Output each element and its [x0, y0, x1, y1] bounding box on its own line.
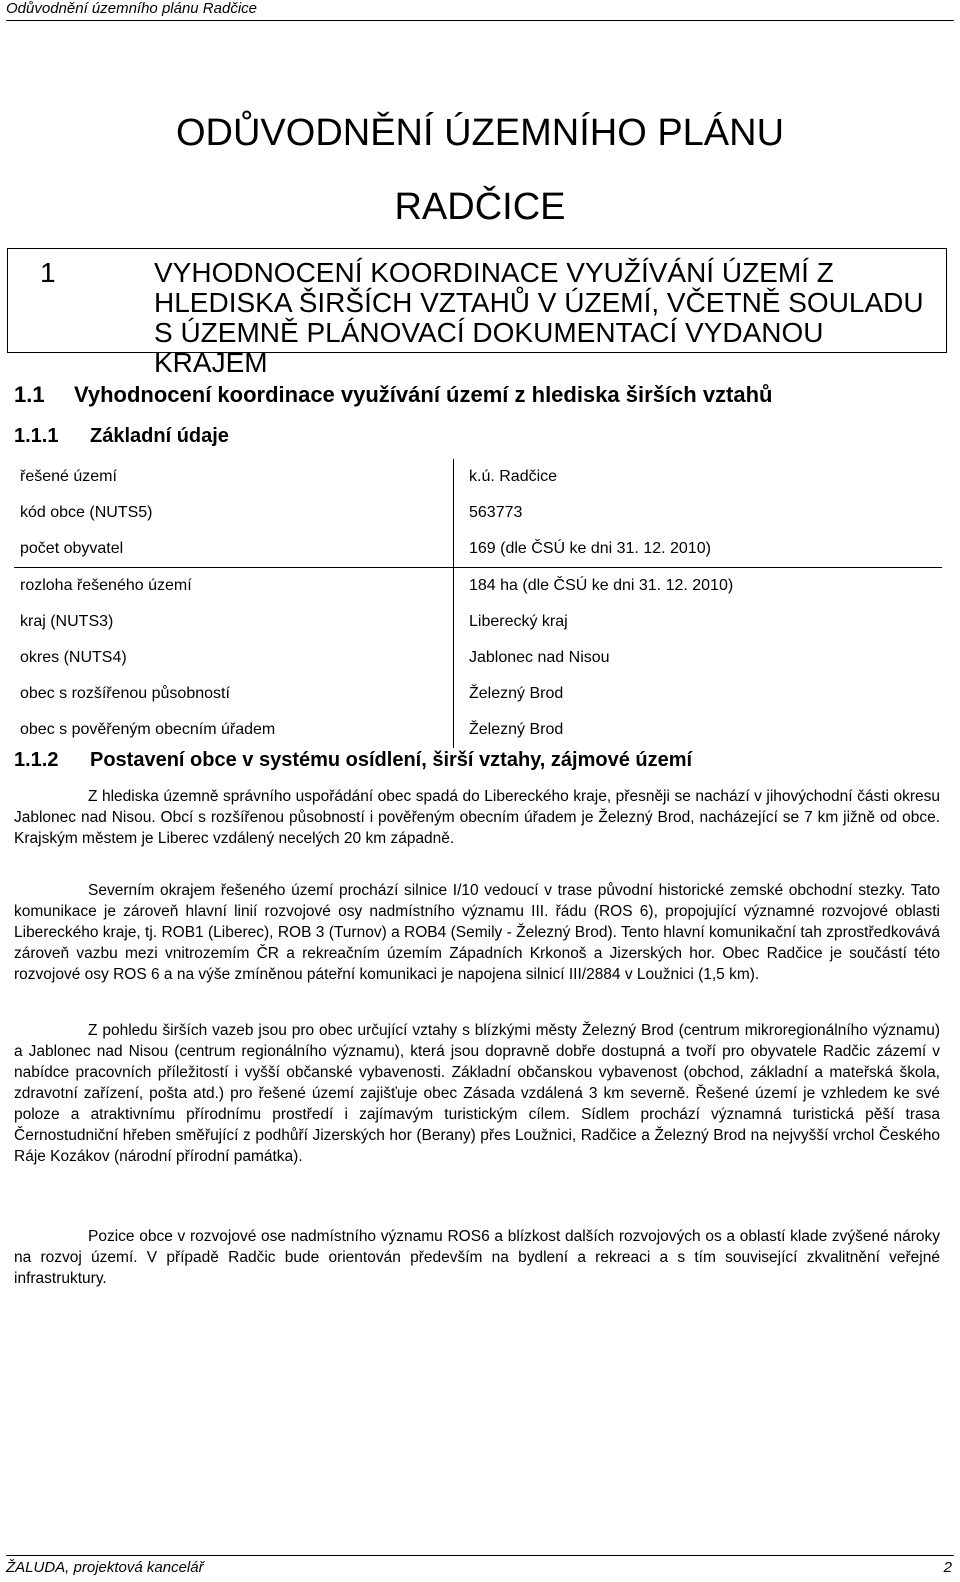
section-title: Vyhodnocení koordinace využívání území z hlediska širších vztahů [74, 382, 773, 407]
table-cell-label: počet obyvatel [14, 531, 454, 568]
document-title [0, 96, 960, 244]
section-number: 1.1.2 [14, 749, 59, 771]
page-number: 2 [943, 1559, 952, 1576]
table-row [14, 531, 942, 568]
table-row [14, 676, 942, 712]
table-cell-value: 169 (dle ČSÚ ke dni 31. 12. 2010) [454, 531, 943, 568]
document-title-line1: ODŮVODNĚNÍ ÚZEMNÍHO PLÁNU [175, 112, 785, 154]
table-cell-label: obec s rozšířenou působností [14, 676, 454, 712]
table-cell-value: Jablonec nad Nisou [469, 649, 610, 666]
table-cell-label: obec s pověřeným obecním úřadem [14, 712, 454, 748]
table-cell-value: Liberecký kraj [469, 613, 568, 630]
table-row [14, 712, 942, 748]
table-cell-value: 563773 [469, 504, 523, 521]
chapter-number: 1 [40, 257, 56, 288]
section-heading-1-1 [14, 382, 773, 408]
table-cell-label: kraj (NUTS3) [14, 604, 454, 640]
table-cell-value: 184 ha (dle ČSÚ ke dni 31. 12. 2010) [469, 577, 734, 594]
footer-company: ŽALUDA, projektová kancelář [6, 1559, 204, 1576]
table-cell-label: okres (NUTS4) [14, 640, 454, 676]
footer-divider [6, 1555, 954, 1556]
table-cell-label: řešené území [14, 459, 454, 495]
table-cell-label: kód obce (NUTS5) [14, 495, 454, 531]
section-title: Základní údaje [90, 425, 229, 447]
section-heading-1-1-2 [14, 748, 692, 772]
table-cell-value: k.ú. Radčice [469, 468, 558, 485]
table-row [14, 459, 942, 495]
table-row [14, 495, 942, 531]
table-row [14, 604, 942, 640]
table-cell-label: rozloha řešeného území [14, 568, 454, 605]
paragraph: Z pohledu širších vazeb jsou pro obec určující vztahy s blízkými městy Železný Brod (centrum mikroregionálního významu) a Jablonec nad Nisou (centrum regionálního významu), která jsou dopravně dobře dostupná a tvoří pro obyvatele Radčic zázemí v nabídce pracovních příležitostí i vyšší občanské vybavenosti. Základní občanskou vybavenost (obchod, základní a mateřská škola, zdravotní zařízení, pošta atd.) pro řešené území zajišťuje obec Zásada vzdálená 3 km severně. Řešené území je vzhledem ke své poloze a atraktivnímu přírodnímu prostředí i zajímavým turistickým cílem. Sídlem prochází významná turistická pěší trasa Černostudniční hřeben směřující z podhůří Jizerských hor (Berany) přes Loužnici, Radčice a Železný Brod na nejvyšší vrchol Českého Ráje Kozákov (národní přírodní památka). [14, 1022, 940, 1165]
table-row [14, 640, 942, 676]
paragraph: Z hlediska územně správního uspořádání obec spadá do Libereckého kraje, přesněji se nachází v jihovýchodní části okresu Jablonec nad Nisou. Obcí s rozšířenou působností i pověřeným obecním úřadem je Železný Brod, nacházející se 7 km jižně od obce. Krajským městem je Liberec vzdálený necelých 20 km západně. [14, 788, 940, 847]
section-number: 1.1 [14, 382, 45, 407]
basic-data-table [14, 459, 942, 748]
document-title-line2: RADČICE [394, 186, 566, 228]
section-number: 1.1.1 [14, 425, 59, 447]
chapter-title: VYHODNOCENÍ KOORDINACE VYUŽÍVÁNÍ ÚZEMÍ Z HLEDISKA ŠIRŠÍCH VZTAHŮ V ÚZEMÍ, VČETNĚ SOULADU S ÚZEMNĚ PLÁNOVACÍ DOKUMENTACÍ VYDANOU KRAJEM [154, 257, 924, 378]
table-cell-value: Železný Brod [469, 685, 564, 702]
paragraph: Pozice obce v rozvojové ose nadmístního významu ROS6 a blízkost dalších rozvojových os a oblastí klade zvýšené nároky na rozvoj území. V případě Radčic bude orientován především na bydlení a rekreaci a s tím související zkvalitnění veřejné infrastruktury. [14, 1228, 940, 1287]
running-header: Odůvodnění územního plánu Radčice [6, 0, 954, 21]
table-row [14, 568, 942, 605]
section-title: Postavení obce v systému osídlení, širší vztahy, zájmové území [90, 749, 693, 771]
chapter-heading-box [7, 248, 947, 378]
table-cell-value: Železný Brod [469, 721, 564, 738]
section-heading-1-1-1 [14, 424, 229, 448]
paragraph: Severním okrajem řešeného území prochází silnice I/10 vedoucí v trase původní historické zemské obchodní stezky. Tato komunikace je zároveň hlavní linií rozvojové osy nadmístního významu III. řádu (ROS 6), propojující významné rozvojové oblasti Libereckého kraje, tj. ROB1 (Liberec), ROB 3 (Turnov) a ROB4 (Semily - Železný Brod). Tento hlavní komunikační tah zprostředkovává zároveň vazbu mezi vnitrozemím ČR a rekreačním územím Západních Krkonoš a Jizerských hor. Obec Radčice je součástí této rozvojové osy ROS 6 a na výše zmíněnou páteřní komunikaci je napojena silnicí III/2884 v Loužnici (1,5 km). [14, 882, 940, 983]
